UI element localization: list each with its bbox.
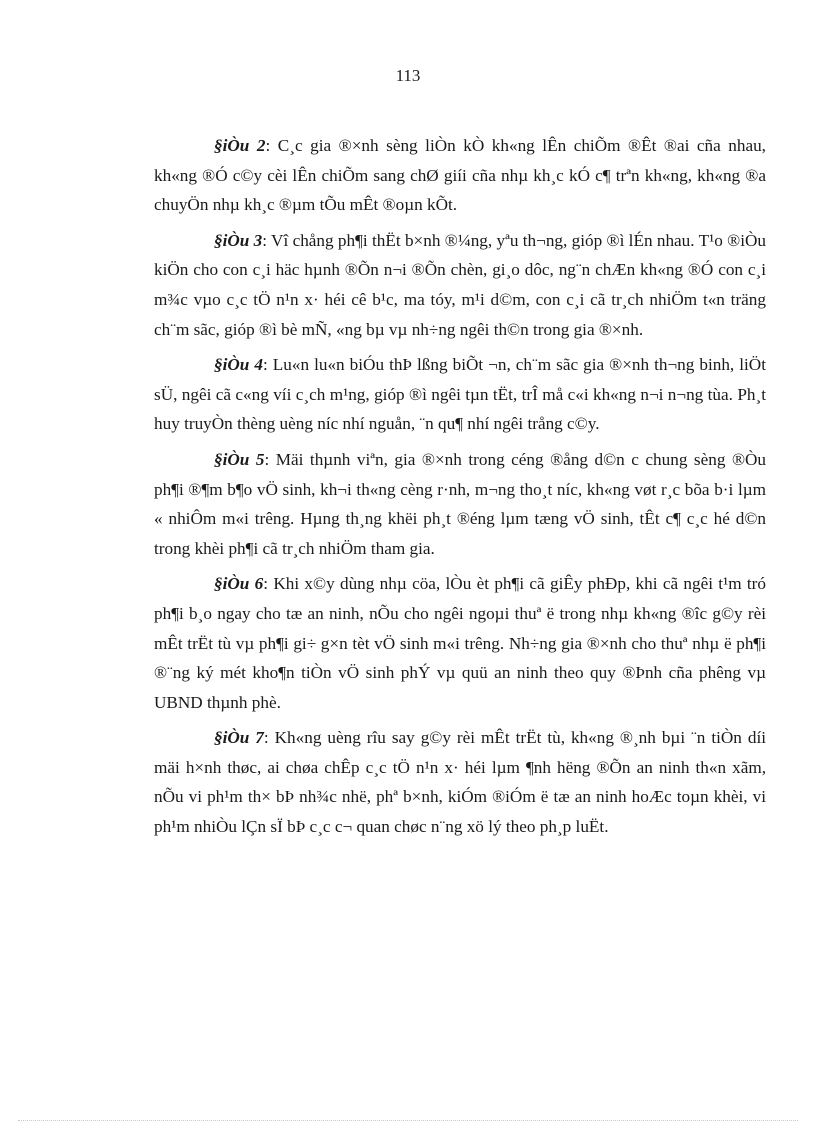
article-text: : Kh«ng uèng rîu say g©y rèi mÊt trËt tù, kh«ng ®¸nh bµi ¨n tiÒn díi mäi h×nh thøc, ai chøa chÊp c¸c tÖ n¹n x· héi lµm ¶nh hëng ®Õn an ninh th«n xãm, nÕu vi ph¹m th× bÞ nh¾c nhë, phª b×nh, kiÓm ®iÓm ë tæ an ninh hoÆc toµn khèi, vi ph¹m nhiÒu lÇn sÏ bÞ c¸c c¬ quan chøc n¨ng xö lý theo ph¸p luËt. xyxy=(154,728,766,837)
article-text: : C¸c gia ®×nh sèng liÒn kÒ kh«ng lÊn chiÕm ®Êt ®ai cña nhau, kh«ng ®Ó c©y cèi lÊn chiÕm sang chØ giíi cña nhµ kh¸c kÓ c¶ trªn kh«ng, kh«ng ®a chuyÖn nhµ kh¸c ®µm tÕu mÊt ®oµn kÕt. xyxy=(154,136,766,215)
article-text: : Lu«n lu«n biÓu thÞ lßng biÕt ¬n, ch¨m sãc gia ®×nh th¬ng binh, liÖt sÜ, ngêi cã c«ng víi c¸ch m¹ng, gióp ®ì ngêi tµn tËt, trÎ må c«i kh«ng n¬i n¬ng tùa. Ph¸t huy truyÒn thèng uèng níc nhí nguån, ¨n qu¶ nhí ngêi trång c©y. xyxy=(154,355,766,434)
article-label: §iÒu 4 xyxy=(214,355,263,375)
article-paragraph xyxy=(154,723,766,841)
article-text: : Mäi thµnh viªn, gia ®×nh trong céng ®ång d©n c chung sèng ®Òu ph¶i ®¶m b¶o vÖ sinh, kh¬i th«ng cèng r·nh, m¬ng tho¸t níc, kh«ng vøt r¸c bõa b·i lµm « nhiÔm m«i trêng. Hµng th¸ng khëi ph¸t ®éng lµm tæng vÖ sinh, tÊt c¶ c¸c hé d©n trong khèi ph¶i cã tr¸ch nhiÖm tham gia. xyxy=(154,449,767,558)
article-text: : Vî chång ph¶i thËt b×nh ®¼ng, yªu th¬ng, gióp ®ì lÉn nhau. T¹o ®iÒu kiÖn cho con c¸i häc hµnh ®Õn n¬i ®Õn chèn, gi¸o dôc, ng¨n chÆn kh«ng ®Ó con c¸i m¾c vµo c¸c tÖ n¹n x· héi cê b¹c, ma tóy, m¹i d©m, con c¸i cã tr¸ch nhiÖm t«n träng ch¨m sãc, gióp ®ì bè mÑ, «ng bµ vµ nh÷ng ngêi th©n trong gia ®×nh. xyxy=(154,230,766,339)
article-label: §iÒu 3 xyxy=(214,230,263,250)
article-paragraph xyxy=(154,226,766,344)
page-bottom-divider xyxy=(18,1120,798,1121)
article-paragraph xyxy=(154,350,766,439)
article-paragraph xyxy=(154,445,766,563)
article-label: §iÒu 6 xyxy=(214,574,264,594)
page-number: 113 xyxy=(395,66,421,85)
article-text: : Khi x©y dùng nhµ cöa, lÒu èt ph¶i cã giÊy phÐp, khi cã ngêi t¹m tró ph¶i b¸o ngay cho tæ an ninh, nÕu cho ngêi ngoµi thuª ë trong nhµ kh«ng ®îc g©y rèi mÊt trËt tù vµ ph¶i gi÷ g×n tèt vÖ sinh m«i trêng. Nh÷ng gia ®×nh cho thuª nhµ ë ph¶i ®¨ng ký mét kho¶n tiÒn vÖ sinh phÝ vµ quü an ninh theo quy ®Þnh cña phêng vµ UBND thµnh phè. xyxy=(154,574,766,712)
article-paragraph xyxy=(154,131,766,220)
document-body xyxy=(154,131,766,848)
article-label: §iÒu 7 xyxy=(214,728,264,748)
article-paragraph xyxy=(154,569,766,717)
article-label: §iÒu 5 xyxy=(214,449,265,469)
article-label: §iÒu 2 xyxy=(214,136,266,155)
